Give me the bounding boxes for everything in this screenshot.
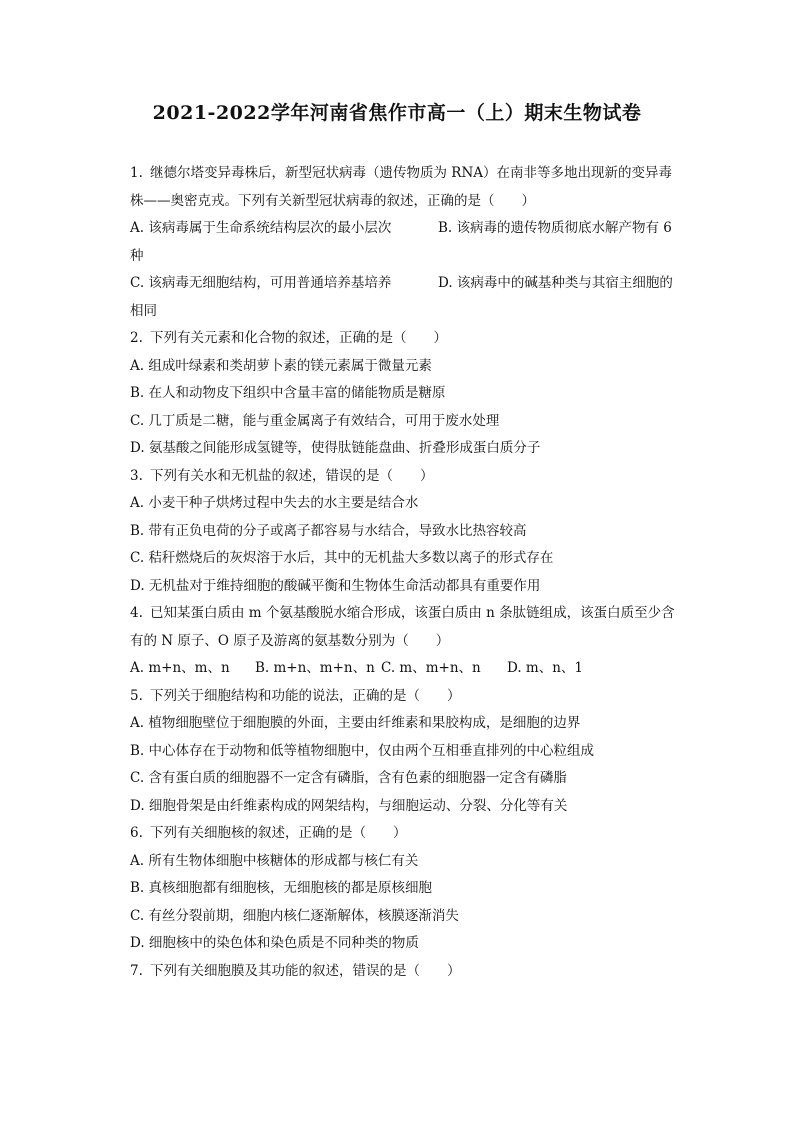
stem-line: 继德尔塔变异毒株后，新型冠状病毒（遗传物质为 RNA）在南非等多地出现新的变异毒 [150,165,673,181]
option-d: D. m、n、1 [507,660,584,676]
stem-text: 下列有关元素和化合物的叙述，正确的是（ ） [150,330,447,346]
option-b: B. 中心体存在于动物和低等植物细胞中，仅由两个互相垂直排列的中心粒组成 [130,742,595,759]
question-number: 2. [130,330,143,346]
question-stem [130,683,690,711]
option-d: D. 细胞核中的染色体和染色质是不同种类的物质 [130,935,419,951]
question-number: 1. [130,165,143,181]
question-stem [130,325,690,353]
stem-text: 下列关于细胞结构和功能的说法，正确的是（ ） [150,687,461,704]
option-c: C. m、m+n、n [381,660,481,676]
option-d: D. 无机盐对于维持细胞的酸碱平衡和生物体生命活动都具有重要作用 [130,577,541,594]
option-d: D. 细胞骨架是由纤维素构成的网架结构，与细胞运动、分裂、分化等有关 [130,797,568,814]
stem-text: 下列有关水和无机盐的叙述，错误的是（ ） [150,467,434,484]
question-4 [130,600,690,683]
option-b: B. m+n、m+n、n [255,660,375,676]
question-6 [130,820,690,958]
question-2 [130,325,690,463]
option-a: A. 所有生物体细胞中核糖体的形成都与核仁有关 [130,852,419,869]
question-3 [130,463,690,601]
question-number: 5. [130,687,143,704]
option-d: D. 该病毒中的碱基种类与其宿主细胞的 [438,275,673,291]
option-c: C. 有丝分裂前期，细胞内核仁逐渐解体，核膜逐渐消失 [130,907,459,924]
stem-line: 株——奥密克戎。下列有关新型冠状病毒的叙述，正确的是（ ） [130,192,535,209]
option-a: A. 该病毒属于生命系统结构层次的最小层次 [130,220,392,236]
question-5 [130,683,690,821]
stem-text: 下列有关细胞核的叙述，正确的是（ ） [150,825,407,841]
page-title: 2021-2022学年河南省焦作市高一（上）期末生物试卷 [152,102,642,124]
option-a: A. 组成叶绿素和类胡萝卜素的镁元素属于微量元素 [130,357,432,374]
stem-line: 已知某蛋白质由 m 个氨基酸脱水缩合形成，该蛋白质由 n 条肽链组成，该蛋白质至少含 [150,605,675,621]
option-b: B. 带有正负电荷的分子或离子都容易与水结合，导致水比热容较高 [130,522,527,539]
option-b: B. 真核细胞都有细胞核，无细胞核的都是原核细胞 [130,880,433,896]
question-stem [130,160,690,188]
question-number: 7. [130,962,143,979]
question-7 [130,958,690,986]
question-stem [130,958,690,986]
option-a: A. m+n、m、n [130,660,230,676]
question-number: 6. [130,825,143,841]
question-number: 4. [130,605,143,621]
option-c: C. 含有蛋白质的细胞器不一定含有磷脂，含有色素的细胞器一定含有磷脂 [130,770,567,786]
question-stem [130,463,690,491]
question-list [130,160,690,985]
question-number: 3. [130,467,143,484]
option-row [130,215,690,243]
option-b-cont: 种 [130,247,144,264]
option-c: C. 该病毒无细胞结构，可用普通培养基培养 [130,275,392,291]
option-d: D. 氨基酸之间能形成氢键等，使得肽链能盘曲、折叠形成蛋白质分子 [130,440,541,456]
stem-line: 有的 N 原子、O 原子及游离的氨基数分别为（ ） [130,632,450,649]
option-row [130,655,690,683]
stem-text: 下列有关细胞膜及其功能的叙述，错误的是（ ） [150,962,461,979]
option-a: A. 植物细胞壁位于细胞膜的外面，主要由纤维素和果胶构成，是细胞的边界 [130,715,581,731]
question-1 [130,160,690,325]
option-b: B. 在人和动物皮下组织中含量丰富的储能物质是糖原 [130,385,446,401]
question-stem [130,820,690,848]
option-c: C. 几丁质是二糖，能与重金属离子有效结合，可用于废水处理 [130,412,500,429]
option-d-cont: 相同 [130,302,157,319]
option-c: C. 秸秆燃烧后的灰烬溶于水后，其中的无机盐大多数以离子的形式存在 [130,550,554,566]
option-a: A. 小麦干种子烘烤过程中失去的水主要是结合水 [130,495,419,511]
option-b: B. 该病毒的遗传物质彻底水解产物有 6 [438,220,672,236]
question-stem [130,600,690,628]
option-row [130,270,690,298]
